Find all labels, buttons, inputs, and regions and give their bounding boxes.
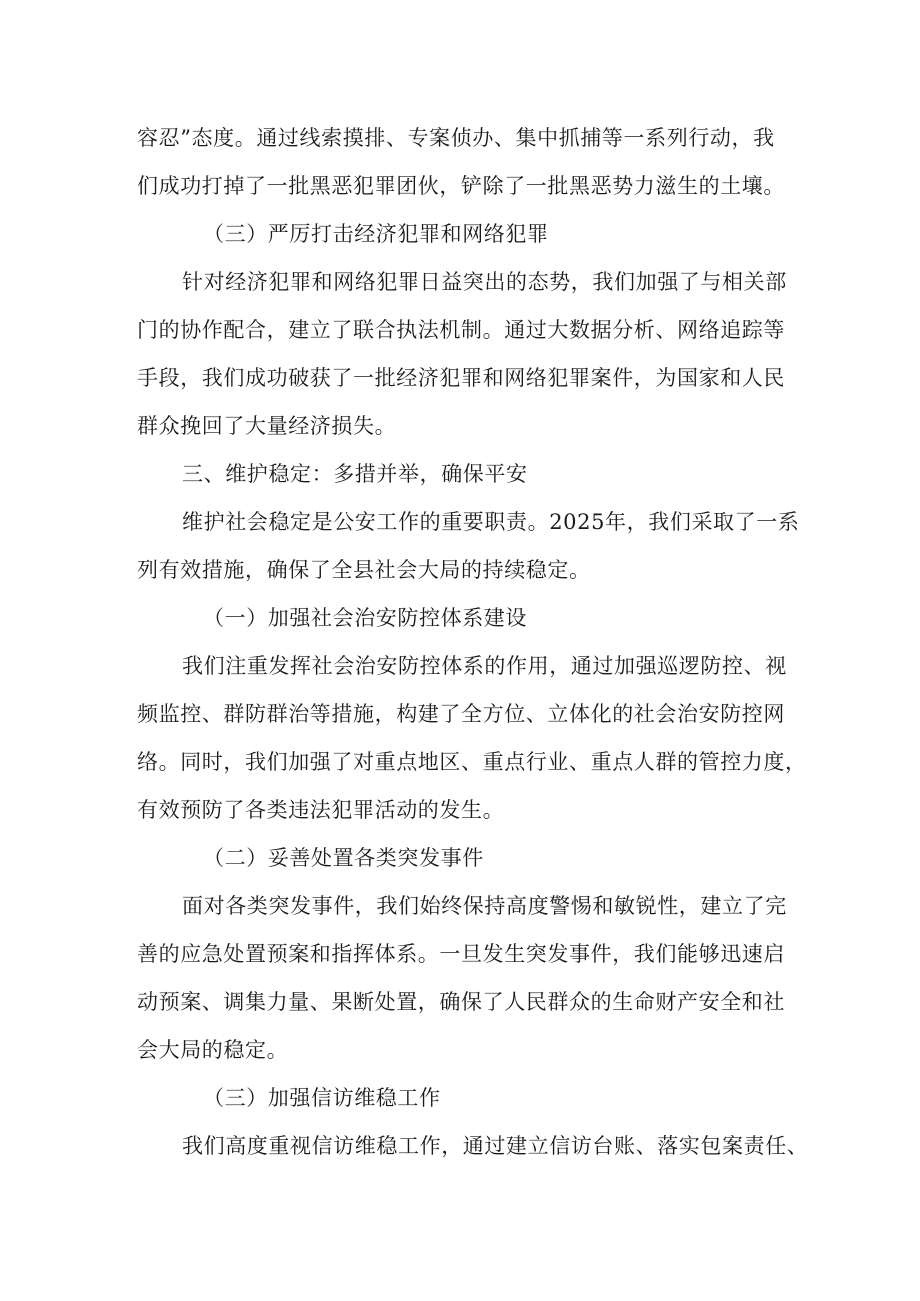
paragraph-line: 面对各类突发事件，我们始终保持高度警惕和敏锐性，建立了完 bbox=[182, 894, 787, 918]
paragraph-line: 我们注重发挥社会治安防控体系的作用，通过加强巡逻防控、视 bbox=[182, 654, 787, 678]
section-heading: （二）妥善处置各类突发事件 bbox=[203, 846, 484, 870]
paragraph-line: 容忍”态度。通过线索摸排、专案侦办、集中抓捕等一系列行动，我 bbox=[137, 126, 775, 150]
paragraph-line: 会大局的稳定。 bbox=[137, 1038, 289, 1062]
paragraph-line: 群众挽回了大量经济损失。 bbox=[137, 414, 397, 438]
paragraph-line: 列有效措施，确保了全县社会大局的持续稳定。 bbox=[137, 558, 591, 582]
paragraph-line: 针对经济犯罪和网络犯罪日益突出的态势，我们加强了与相关部 bbox=[182, 270, 787, 294]
paragraph-line: 有效预防了各类违法犯罪活动的发生。 bbox=[137, 798, 505, 822]
paragraph-line: 善的应急处置预案和指挥体系。一旦发生突发事件，我们能够迅速启 bbox=[137, 942, 785, 966]
paragraph-line: 门的协作配合，建立了联合执法机制。通过大数据分析、网络追踪等 bbox=[137, 318, 785, 342]
paragraph-line: 们成功打掉了一批黑恶犯罪团伙，铲除了一批黑恶势力滋生的土壤。 bbox=[137, 174, 785, 198]
section-heading: （一）加强社会治安防控体系建设 bbox=[203, 606, 527, 630]
section-heading: （三）加强信访维稳工作 bbox=[203, 1086, 441, 1110]
paragraph-line: 手段，我们成功破获了一批经济犯罪和网络犯罪案件，为国家和人民 bbox=[137, 366, 785, 390]
paragraph-line: 络。同时，我们加强了对重点地区、重点行业、重点人群的管控力度， bbox=[137, 750, 807, 774]
section-heading: （三）严厉打击经济犯罪和网络犯罪 bbox=[203, 222, 549, 246]
paragraph-line: 频监控、群防群治等措施，构建了全方位、立体化的社会治安防控网 bbox=[137, 702, 785, 726]
paragraph-line: 动预案、调集力量、果断处置，确保了人民群众的生命财产安全和社 bbox=[137, 990, 785, 1014]
paragraph-line: 我们高度重视信访维稳工作，通过建立信访台账、落实包案责任、 bbox=[182, 1134, 809, 1158]
chapter-heading: 三、维护稳定：多措并举，确保平安 bbox=[182, 462, 528, 486]
paragraph-line: 维护社会稳定是公安工作的重要职责。2025年，我们采取了一系 bbox=[182, 510, 800, 534]
